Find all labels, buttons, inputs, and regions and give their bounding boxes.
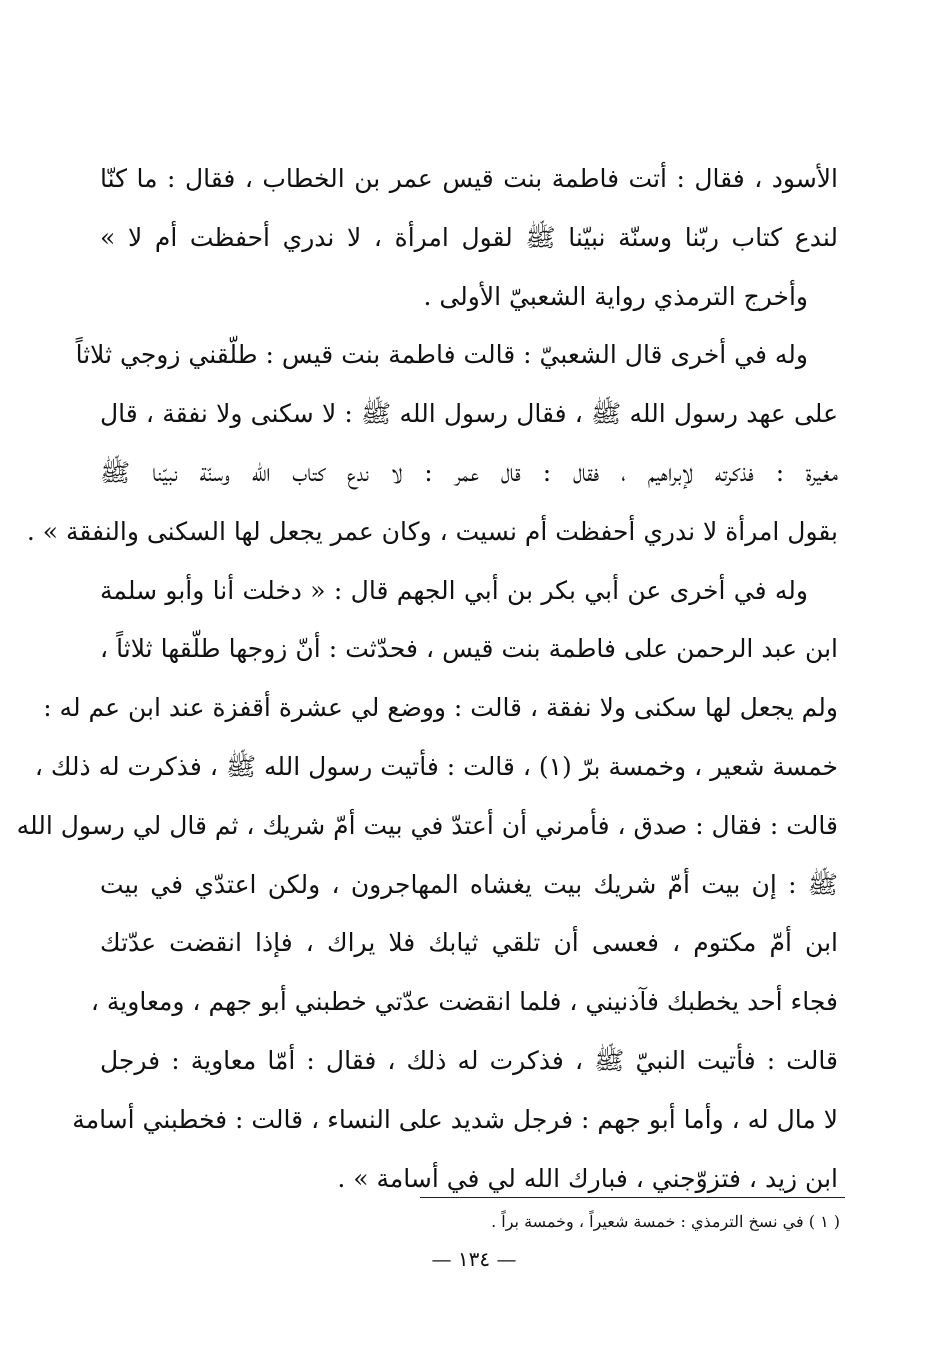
text-line: وله في أخرى عن أبي بكر بن أبي الجهم قال : « دخلت أنا وأبو سلمة	[100, 575, 808, 605]
text-line: مغيرة : فذكرته لإبراهيم ، فقال : قال عمر : لا ندع كتاب الله وسنّة نبيّنا ﷺ	[100, 457, 838, 487]
text-line: بقول امرأة لا ندري أحفظت أم نسيت ، وكان عمر يجعل لها السكنى والنفقة » .	[26, 516, 838, 546]
footnote-divider	[420, 1197, 845, 1198]
text-line: خمسة شعير ، وخمسة برّ (١) ، قالت : فأتيت رسول الله ﷺ ، فذكرت له ذلك ،	[34, 751, 838, 781]
main-text-block	[16, 150, 838, 1208]
text-line: لندع كتاب ربّنا وسنّة نبيّنا ﷺ لقول امرأة ، لا ندري أحفظت أم لا »	[100, 222, 838, 252]
text-line: على عهد رسول الله ﷺ ، فقال رسول الله ﷺ : لا سكنى ولا نفقة ، قال	[100, 399, 838, 429]
text-line: لا مال له ، وأما أبو جهم : فرجل شديد على النساء ، قالت : فخطبني أسامة	[72, 1104, 838, 1134]
text-line: وله في أخرى قال الشعبيّ : قالت فاطمة بنت قيس : طلّقني زوجي ثلاثاً	[75, 340, 808, 370]
footnote: ( ١ ) في نسخ الترمذي : خمسة شعيراً ، وخمسة براً .	[491, 1212, 840, 1231]
text-line: قالت : فأتيت النبيّ ﷺ ، فذكرت له ذلك ، فقال : أمّا معاوية : فرجل	[100, 1045, 838, 1075]
text-line: ﷺ : إن بيت أمّ شريك بيت يغشاه المهاجرون ، ولكن اعتدّي في بيت	[100, 869, 838, 899]
page-number: — ١٣٤ —	[431, 1247, 517, 1271]
text-line: قالت : فقال : صدق ، فأمرني أن أعتدّ في بيت أمّ شريك ، ثم قال لي رسول الله	[16, 810, 838, 840]
text-line: ابن عبد الرحمن على فاطمة بنت قيس ، فحدّثت : أنّ زوجها طلّقها ثلاثاً ،	[100, 634, 838, 664]
text-line: الأسود ، فقال : أتت فاطمة بنت قيس عمر بن الخطاب ، فقال : ما كنّا	[100, 164, 838, 193]
text-line: وأخرج الترمذي رواية الشعبيّ الأولى .	[423, 281, 808, 311]
text-line: ابن زيد ، فتزوّجني ، فبارك الله لي في أسامة » .	[337, 1163, 838, 1193]
text-line: ابن أمّ مكتوم ، فعسى أن تلقي ثيابك فلا يراك ، فإذا انقضت عدّتك	[100, 928, 838, 958]
text-line: فجاء أحد يخطبك فآذنيني ، فلما انقضت عدّتي خطبني أبو جهم ، ومعاوية ،	[90, 987, 838, 1017]
text-line: ولم يجعل لها سكنى ولا نفقة ، قالت : ووضع لي عشرة أقفزة عند ابن عم له :	[43, 693, 838, 723]
